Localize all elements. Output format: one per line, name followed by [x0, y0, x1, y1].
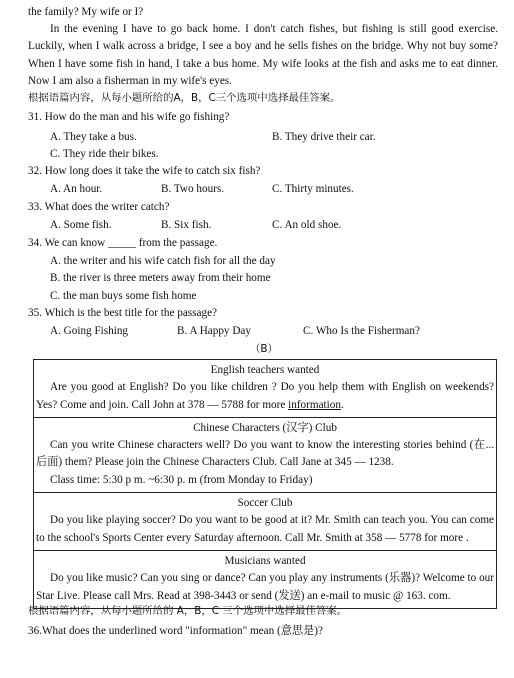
question-32-option-c[interactable]: C. Thirty minutes. — [272, 183, 354, 195]
question-33-option-a[interactable]: A. Some fish. — [50, 219, 112, 231]
ad-musicians-wanted — [34, 550, 497, 608]
ad-body: Do you like playing soccer? Do you want to be good at it? Mr. Smith can teach you. You can come to the school's Sports Center every Saturday afternoon. Call Mr. Smith at 358 — 5778 for more . — [36, 514, 494, 544]
ad-class-time: Class time: 5:30 p m. ~6:30 p. m (from Monday to Friday) — [50, 473, 313, 486]
intro-line: the family? My wife or I? — [28, 6, 144, 18]
question-33-option-b[interactable]: B. Six fish. — [161, 219, 212, 231]
ad-title: Chinese Characters (汉字) Club — [193, 421, 337, 434]
underlined-word-information: information — [288, 398, 341, 411]
ad-title: Soccer Club — [237, 497, 293, 510]
question-34-option-a[interactable]: A. the writer and his wife catch fish for all the day — [50, 255, 276, 267]
question-35-option-a[interactable]: A. Going Fishing — [50, 325, 129, 337]
ads-table — [33, 359, 497, 609]
ad-title: English teachers wanted — [210, 364, 320, 376]
question-32-option-b[interactable]: B. Two hours. — [161, 183, 225, 195]
ad-soccer-club — [34, 493, 497, 551]
question-34-stem: 34. We can know _____ from the passage. — [28, 237, 218, 249]
question-36-stem: 36.What does the underlined word "information" mean (意思是)? — [28, 625, 323, 637]
story-paragraph: In the evening I have to go back home. I don't catch fishes, but fishing is still good exercise. Luckily, when I walk across a bridge, I see a boy and he sells fishes on the bridge. Why not buy some? When I have some fish in hand, I take a bus home. My wife looks at the fish and asks me to eat dinner. Now I am also a fisherman in my wife's eyes. — [28, 23, 498, 87]
ad-body: Can you write Chinese characters well? Do you want to know the interesting stories behind (在...后面) them? Please join the Chinese Characters Club. Call Jane at 345 — 1238. — [36, 439, 494, 469]
instruction-b: 根据语篇内容，从每小题所给的 A，B，C 三个选项中选择最佳答案。 — [28, 605, 348, 617]
ad-chinese-characters-club — [34, 417, 497, 492]
question-34-option-b[interactable]: B. the river is three meters away from their home — [50, 272, 271, 284]
question-33-option-c[interactable]: C. An old shoe. — [272, 219, 342, 231]
question-35-option-b[interactable]: B. A Happy Day — [177, 325, 251, 337]
question-33-stem: 33. What does the writer catch? — [28, 201, 170, 213]
ad-title: Musicians wanted — [224, 554, 306, 567]
question-32-option-a[interactable]: A. An hour. — [50, 183, 103, 195]
ad-body: Do you like music? Can you sing or dance? Can you play any instruments (乐器)? Welcome to our Star Live. Please call Mrs. Read at 398-3443 or send (发送) an e-mail to music @ 163. com. — [36, 572, 494, 602]
instruction-a: 根据语篇内容，从每小题所给的A，B，C三个选项中选择最佳答案。 — [28, 92, 341, 104]
question-35-option-c[interactable]: C. Who Is the Fisherman? — [303, 325, 420, 337]
question-35-stem: 35. Which is the best title for the passage? — [28, 307, 217, 319]
question-31-option-c[interactable]: C. They ride their bikes. — [50, 148, 159, 160]
question-31-option-b[interactable]: B. They drive their car. — [272, 131, 376, 143]
section-b-heading: （B） — [250, 343, 278, 355]
question-31-stem: 31. How do the man and his wife go fishing? — [28, 111, 230, 123]
ad-english-teachers — [34, 360, 497, 418]
ad-body: Are you good at English? Do you like children ? Do you help them with English on weekends? Yes? Come and join. Call John at 378 — 5788 for more information. — [36, 381, 494, 411]
question-31-option-a[interactable]: A. They take a bus. — [50, 131, 137, 143]
question-32-stem: 32. How long does it take the wife to catch six fish? — [28, 165, 261, 177]
question-34-option-c[interactable]: C. the man buys some fish home — [50, 290, 197, 302]
